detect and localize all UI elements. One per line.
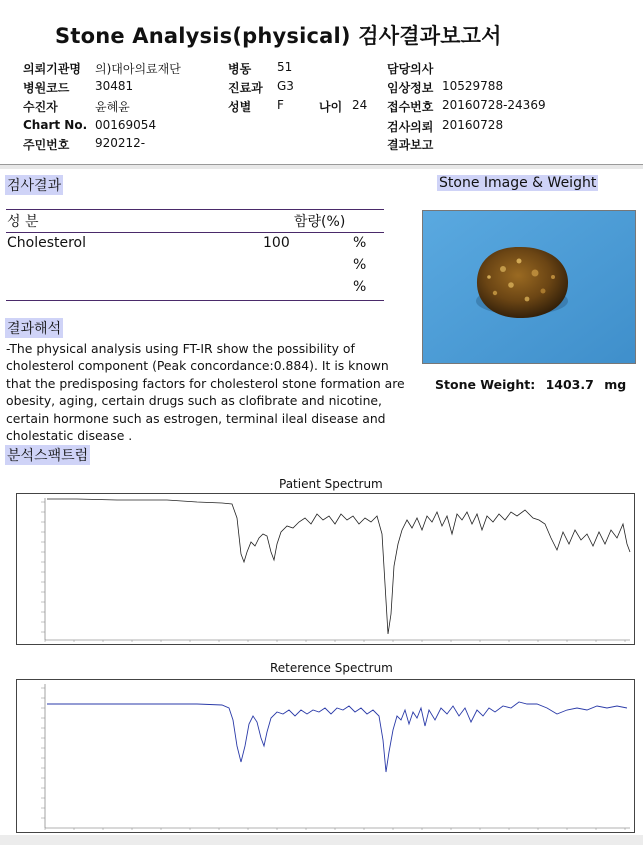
institution-label: 의뢰기관명 [23, 62, 81, 76]
results-table-header-line [6, 232, 384, 233]
stone-weight-value: 1403.7 [545, 377, 594, 392]
receipt-value: 20160728-24369 [442, 98, 546, 112]
requester-label: 수진자 [23, 100, 58, 114]
result-row-1-name: Cholesterol [7, 235, 87, 251]
stone-heading: Stone Image & Weight [439, 175, 597, 191]
results-table-bottom-line [6, 300, 384, 301]
result-row-3-unit: % [353, 279, 367, 295]
chart-no-value: 00169054 [95, 118, 157, 132]
dept-label: 진료과 [228, 81, 263, 95]
reference-spectrum-chart [16, 679, 635, 833]
result-row-2-unit: % [353, 257, 367, 273]
col-component-header: 성 분 [7, 214, 39, 230]
test-date-label: 검사의뢰 [387, 120, 434, 134]
clinical-value: 10529788 [442, 79, 504, 93]
patient-spectrum-chart [16, 493, 635, 645]
test-date-value: 20160728 [442, 118, 504, 132]
header-divider-shade [0, 165, 643, 169]
reference-spectrum-line [47, 702, 627, 772]
resident-no-value: 920212- [95, 136, 146, 150]
hospital-code-label: 병원코드 [23, 81, 70, 95]
chart-no-label: Chart No. [23, 118, 88, 132]
patient-spectrum-line [47, 499, 630, 634]
col-content-header: 함량(%) [294, 214, 346, 230]
reference-spectrum-title: Reterence Spectrum [270, 661, 393, 675]
sex-label: 성별 [228, 100, 252, 114]
receipt-label: 접수번호 [387, 100, 434, 114]
interpretation-heading: 결과해석 [5, 318, 63, 338]
clinical-label: 임상정보 [387, 81, 434, 95]
ward-label: 병동 [228, 62, 252, 76]
page-bottom-bar [0, 835, 643, 845]
patient-spectrum-title: Patient Spectrum [279, 477, 383, 491]
report-title: Stone Analysis(physical) 검사결과보고서 [55, 24, 502, 48]
interpretation-text: -The physical analysis using FT-IR show the possibility of cholesterol component (Peak concordance:0.884). It is known that the predisposing factors for cholesterol stone formation are obesity, aging, certain drugs such as clofibrate and nicotine, certain hormone such as estrogen, terminal ileal disease and cholestatic disease . [6, 341, 405, 444]
result-row-1-value: 100 [263, 235, 290, 251]
result-row-1-unit: % [353, 235, 367, 251]
hospital-code-value: 30481 [95, 79, 134, 93]
age-label: 나이 [319, 100, 343, 114]
stone-photo [422, 210, 636, 364]
ward-value: 51 [277, 60, 293, 74]
report-label: 결과보고 [387, 138, 434, 152]
resident-no-label: 주민번호 [23, 138, 70, 152]
doctor-label: 담당의사 [387, 62, 434, 76]
stone-weight-unit: mg [604, 377, 627, 392]
results-table-top-line [6, 209, 384, 210]
spectrum-heading: 분석스팩트럼 [5, 445, 90, 465]
age-value: 24 [352, 98, 368, 112]
patient-spectrum-plot [17, 494, 634, 644]
reference-spectrum-plot [17, 680, 634, 832]
institution-value: 의)대아의료재단 [95, 62, 181, 76]
dept-value: G3 [277, 79, 294, 93]
stone-image-icon [423, 211, 635, 363]
results-heading: 검사결과 [5, 175, 63, 195]
requester-value: 윤혜윤 [95, 100, 130, 114]
sex-value: F [277, 98, 284, 112]
stone-weight-label: Stone Weight: [435, 377, 536, 392]
stone-weight [435, 377, 626, 392]
